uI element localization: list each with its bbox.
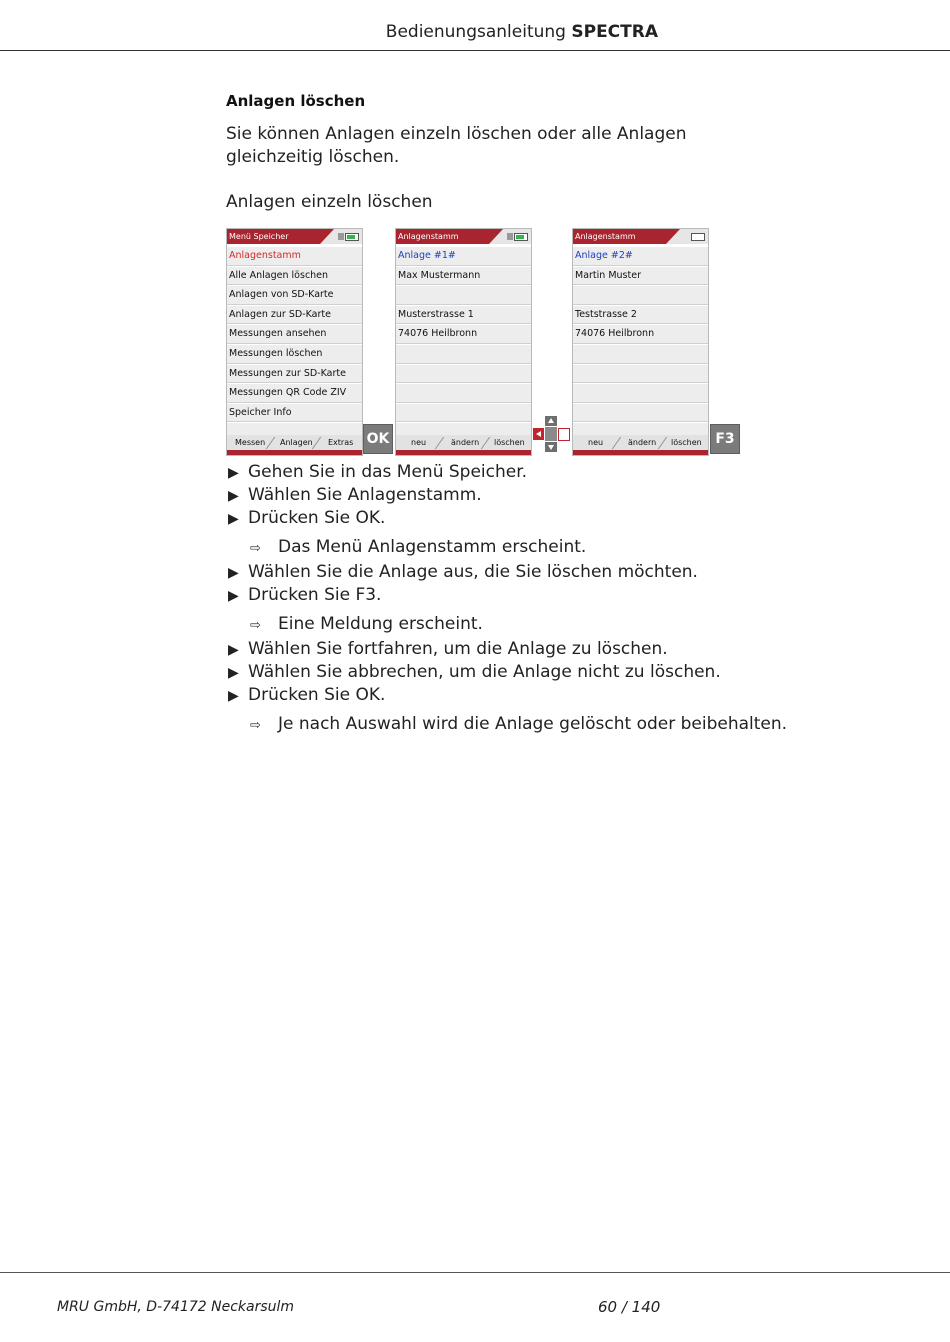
screen-title-bar bbox=[227, 229, 362, 244]
screen-title: Anlagenstamm bbox=[398, 232, 459, 241]
device-screen-anlagenstamm-1 bbox=[395, 228, 532, 456]
record-field bbox=[396, 384, 531, 403]
record-id: Anlage #1# bbox=[396, 247, 531, 266]
triangle-right-icon: ▶ bbox=[228, 465, 239, 481]
record-field: Max Mustermann bbox=[396, 267, 531, 286]
record-field: 74076 Heilbronn bbox=[396, 325, 531, 344]
arrow-right-icon[interactable] bbox=[558, 428, 570, 441]
step-result: ⇨ Das Menü Anlagenstamm erscheint. bbox=[228, 530, 848, 561]
softkey-f2[interactable]: Anlagen bbox=[280, 438, 313, 447]
device-screen-menu-speicher bbox=[226, 228, 363, 456]
record-field bbox=[573, 286, 708, 305]
softkey-f1[interactable]: neu bbox=[588, 438, 604, 447]
navigation-pad[interactable] bbox=[533, 416, 569, 452]
outline-arrow-icon: ⇨ bbox=[250, 718, 261, 733]
softkey-f1[interactable]: Messen bbox=[235, 438, 266, 447]
arrow-down-icon[interactable] bbox=[545, 442, 557, 452]
step-result: ⇨ Eine Meldung erscheint. bbox=[228, 607, 848, 638]
screen-title-bar bbox=[396, 229, 531, 244]
menu-item[interactable]: Messungen löschen bbox=[227, 345, 362, 364]
step-action: ▶ Drücken Sie F3. bbox=[228, 584, 848, 607]
screen-title: Menü Speicher bbox=[229, 232, 289, 241]
menu-item[interactable]: Messungen ansehen bbox=[227, 325, 362, 344]
step-action: ▶ Wählen Sie die Anlage aus, die Sie löschen möchten. bbox=[228, 561, 848, 584]
outline-arrow-icon: ⇨ bbox=[250, 541, 261, 556]
section-title: Anlagen löschen bbox=[226, 92, 366, 110]
battery-icon bbox=[691, 233, 705, 241]
sd-card-icon bbox=[507, 233, 513, 240]
record-field bbox=[573, 345, 708, 364]
battery-icon bbox=[514, 233, 528, 241]
footer-divider bbox=[0, 1272, 950, 1273]
softkey-f1[interactable]: neu bbox=[411, 438, 427, 447]
record-field: Martin Muster bbox=[573, 267, 708, 286]
menu-list bbox=[227, 247, 362, 443]
menu-item[interactable]: Anlagen zur SD-Karte bbox=[227, 306, 362, 325]
battery-icon bbox=[345, 233, 359, 241]
menu-item[interactable]: Speicher Info bbox=[227, 404, 362, 423]
record-field: Teststrasse 2 bbox=[573, 306, 708, 325]
triangle-right-icon: ▶ bbox=[228, 511, 239, 527]
record-field: Musterstrasse 1 bbox=[396, 306, 531, 325]
softkey-bar bbox=[396, 435, 531, 450]
step-action: ▶ Gehen Sie in das Menü Speicher. bbox=[228, 461, 848, 484]
record-field bbox=[573, 384, 708, 403]
softkey-bar bbox=[227, 435, 362, 450]
record-field bbox=[396, 365, 531, 384]
page-header bbox=[0, 0, 950, 51]
record-field: 74076 Heilbronn bbox=[573, 325, 708, 344]
record-list bbox=[573, 247, 708, 443]
instruction-steps bbox=[228, 461, 848, 738]
softkey-f2[interactable]: ändern bbox=[628, 438, 657, 447]
menu-item[interactable]: Messungen QR Code ZIV bbox=[227, 384, 362, 403]
softkey-f2[interactable]: ändern bbox=[451, 438, 480, 447]
record-id: Anlage #2# bbox=[573, 247, 708, 266]
menu-item[interactable]: Alle Anlagen löschen bbox=[227, 267, 362, 286]
step-action: ▶ Drücken Sie OK. bbox=[228, 684, 848, 707]
outline-arrow-icon: ⇨ bbox=[250, 618, 261, 633]
sd-card-icon bbox=[338, 233, 344, 240]
record-field bbox=[396, 404, 531, 423]
record-field bbox=[396, 345, 531, 364]
screen-title: Anlagenstamm bbox=[575, 232, 636, 241]
step-result: ⇨ Je nach Auswahl wird die Anlage gelöscht oder beibehalten. bbox=[228, 707, 848, 738]
footer-company: MRU GmbH, D-74172 Neckarsulm bbox=[57, 1299, 295, 1315]
triangle-right-icon: ▶ bbox=[228, 588, 239, 604]
subheading: Anlagen einzeln löschen bbox=[226, 192, 433, 212]
intro-text: Sie können Anlagen einzeln löschen oder alle Anlagen gleichzeitig löschen. bbox=[226, 124, 687, 167]
record-field bbox=[396, 286, 531, 305]
record-field bbox=[573, 365, 708, 384]
softkey-bar bbox=[573, 435, 708, 450]
softkey-f3[interactable]: löschen bbox=[494, 438, 525, 447]
menu-item-selected[interactable]: Anlagenstamm bbox=[227, 247, 362, 266]
ok-key[interactable]: OK bbox=[363, 424, 393, 454]
softkey-f3[interactable]: löschen bbox=[671, 438, 702, 447]
header-title: Bedienungsanleitung SPECTRA bbox=[385, 22, 658, 42]
triangle-right-icon: ▶ bbox=[228, 665, 239, 681]
arrow-up-icon[interactable] bbox=[545, 416, 557, 426]
record-list bbox=[396, 247, 531, 443]
menu-item[interactable]: Messungen zur SD-Karte bbox=[227, 365, 362, 384]
step-action: ▶ Wählen Sie fortfahren, um die Anlage zu löschen. bbox=[228, 638, 848, 661]
step-action: ▶ Wählen Sie abbrechen, um die Anlage nicht zu löschen. bbox=[228, 661, 848, 684]
triangle-right-icon: ▶ bbox=[228, 688, 239, 704]
record-field bbox=[573, 404, 708, 423]
f3-key[interactable]: F3 bbox=[710, 424, 740, 454]
device-screen-anlagenstamm-2 bbox=[572, 228, 709, 456]
arrow-left-icon[interactable] bbox=[533, 428, 544, 440]
triangle-right-icon: ▶ bbox=[228, 642, 239, 658]
page-number: 60 / 140 bbox=[598, 1298, 661, 1316]
triangle-right-icon: ▶ bbox=[228, 565, 239, 581]
menu-item[interactable]: Anlagen von SD-Karte bbox=[227, 286, 362, 305]
step-action: ▶ Wählen Sie Anlagenstamm. bbox=[228, 484, 848, 507]
screen-title-bar bbox=[573, 229, 708, 244]
softkey-f3[interactable]: Extras bbox=[328, 438, 354, 447]
step-action: ▶ Drücken Sie OK. bbox=[228, 507, 848, 530]
triangle-right-icon: ▶ bbox=[228, 488, 239, 504]
